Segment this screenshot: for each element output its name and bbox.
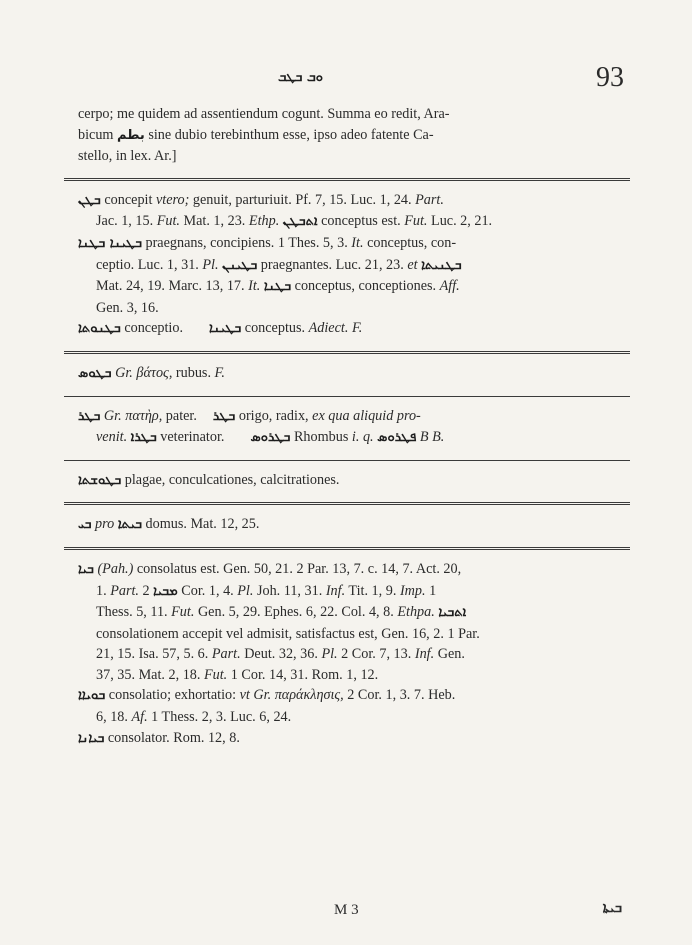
signature-mark: M 3 xyxy=(334,902,359,918)
arabic-word: بطم xyxy=(117,127,145,143)
text-line: Mat. 24, 19. Marc. 13, 17. It. ܒܛܢܐ conceptus, conceptiones. Aff. xyxy=(96,278,460,295)
entry-btws xyxy=(78,363,626,390)
entry-by xyxy=(78,514,626,541)
text-line: consolationem accepit vel admisit, satisfactus est, Gen. 16, 2. 1 Par. xyxy=(96,625,480,642)
intro-continuation xyxy=(78,104,626,172)
text-line: venit. ܒܛܪܐ veterinator. ܒܛܪܘܣ Rhombus i. q. ܦܛܪܘܣ B B. xyxy=(96,429,445,446)
entry-divider xyxy=(64,351,630,354)
headword: ܒܝ xyxy=(78,517,92,533)
text-line: 21, 15. Isa. 57, 5. 6. Part. Deut. 32, 36. Pl. 2 Cor. 7, 13. Inf. Gen. xyxy=(96,646,465,663)
entry-btwsht xyxy=(78,470,626,497)
text-line: ܒܛܢ concepit vtero; genuit, parturiuit. Pf. 7, 15. Luc. 1, 24. Part. xyxy=(78,191,444,208)
entry-divider xyxy=(64,502,630,505)
text-line: 6, 18. Af. 1 Thess. 2, 3. Luc. 6, 24. xyxy=(96,709,292,726)
entry-bya xyxy=(78,559,626,754)
headword: ܒܛܘܣ xyxy=(78,365,112,381)
running-head: ܘܒ ܒܛܒ xyxy=(278,70,323,85)
text-line: 37, 35. Mat. 2, 18. Fut. 1 Cor. 14, 31. Rom. 1, 12. xyxy=(96,666,379,683)
text-line: ܒܝܐ (Pah.) consolatus est. Gen. 50, 21. 2 Par. 13, 7. c. 14, 7. Act. 20, xyxy=(78,560,462,577)
headword: ܒܛܘܫܬܐ xyxy=(78,472,122,488)
entry-divider xyxy=(64,178,630,181)
entry-divider xyxy=(64,547,630,550)
text-line: ܒܛܘܫܬܐ plagae, conculcationes, calcitrationes. xyxy=(78,471,340,488)
text-line: Thess. 5, 11. Fut. Gen. 5, 29. Ephes. 6, 22. Col. 4, 8. Ethpa. ܐܬܒܝܐ xyxy=(96,604,467,621)
headword: ܒܝܐ xyxy=(78,561,94,577)
page-header xyxy=(0,62,692,102)
text-line: Jac. 1, 15. Fut. Mat. 1, 23. Ethp. ܐܬܒܛܢ conceptus est. Fut. Luc. 2, 21. xyxy=(96,213,493,230)
text-line: ܒܝ pro ܒܝܬܐ domus. Mat. 12, 25. xyxy=(78,516,260,533)
headword: ܒܛܢ xyxy=(78,192,101,208)
text-line: 1. Part. ܡܒܝܐ 2 Cor. 1, 4. Pl. Joh. 11, 31. Inf. Tit. 1, 9. Imp. 1 xyxy=(96,582,437,599)
page-number: 93 xyxy=(596,62,624,93)
dictionary-body xyxy=(78,104,626,754)
page-footer xyxy=(0,902,692,932)
entry-btn xyxy=(78,190,626,345)
text-line: Gen. 3, 16. xyxy=(96,299,159,316)
text-line: ceptio. Luc. 1, 31. Pl. ܒܛܝܢܢ praegnantes. Luc. 21, 23. et ܒܛܢܝܬܐ xyxy=(96,256,462,273)
text-line: bicum بطم sine dubio terebinthum esse, ipso adeo fatente Ca- xyxy=(78,126,434,143)
text-line: ܒܝܐܢܐ consolator. Rom. 12, 8. xyxy=(78,729,240,746)
text-line: ܒܘܝܐܐ consolatio; exhortatio: vt Gr. παράκλησις, 2 Cor. 1, 3. 7. Heb. xyxy=(78,687,456,704)
entry-divider xyxy=(64,396,630,397)
text-line: ܒܛܪ Gr. πατὴρ, pater. ܒܛܪ origo, radix, ex qua aliquid pro- xyxy=(78,407,421,424)
text-line: stello, in lex. Ar.] xyxy=(78,148,177,165)
catchword: ܒܝܬܐ xyxy=(602,900,622,916)
entry-btr xyxy=(78,406,626,454)
text-line: ܒܛܘܣ Gr. βάτος, rubus. F. xyxy=(78,364,225,381)
text-line: cerpo; me quidem ad assentiendum cogunt. Summa eo redit, Ara- xyxy=(78,106,450,122)
headword: ܒܛܪ xyxy=(78,408,101,424)
text-line: ܒܛܢܘܬܐ conceptio. ܒܛܝܢܐ conceptus. Adiect. F. xyxy=(78,320,363,337)
text-line: ܒܛܝܢܐ ܒܛܢܐ praegnans, concipiens. 1 Thes. 5, 3. It. conceptus, con- xyxy=(78,234,457,251)
entry-divider xyxy=(64,460,630,461)
